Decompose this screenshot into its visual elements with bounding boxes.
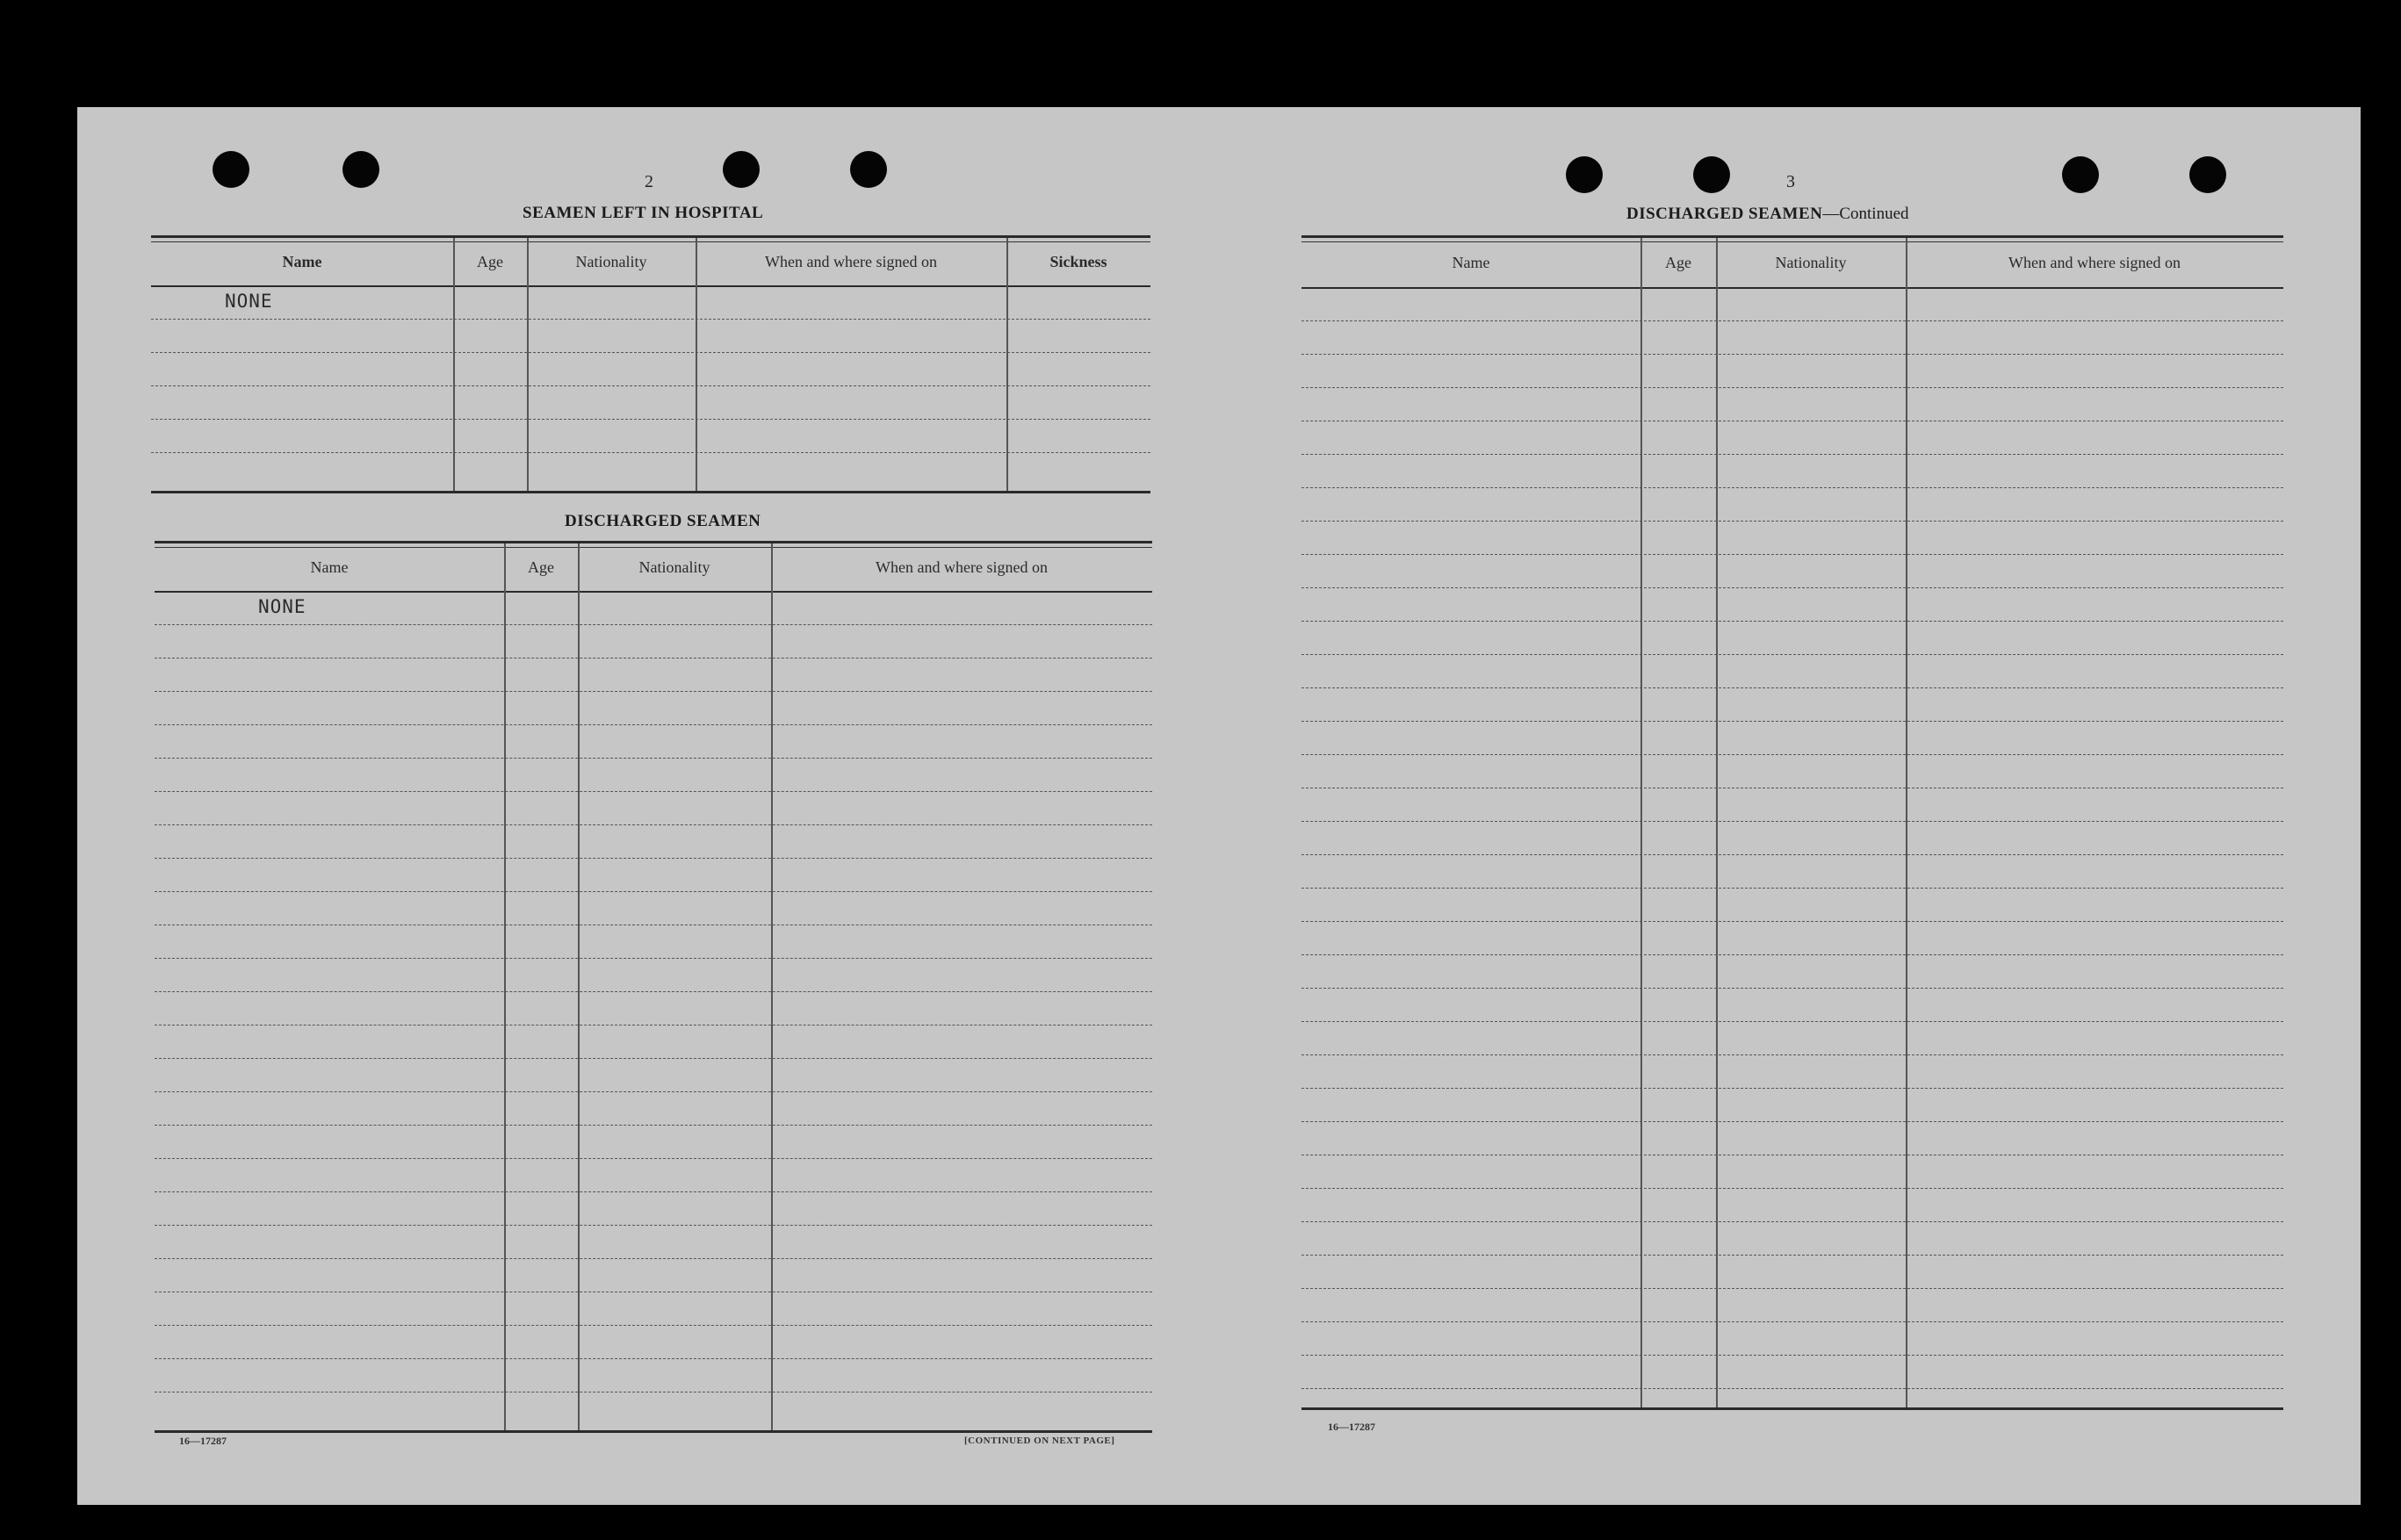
- column-header-name: Name: [310, 558, 349, 576]
- page-number: 2: [645, 172, 653, 191]
- column-header-age: Age: [528, 558, 554, 576]
- table-header: [1301, 238, 2283, 289]
- column-header-name: Name: [282, 252, 322, 270]
- column-header-signed-on: When and where signed on: [876, 558, 1048, 576]
- continued-note: [CONTINUED ON NEXT PAGE]: [964, 1436, 1115, 1446]
- discharged-table: [155, 541, 1152, 1433]
- page-number: 3: [1786, 172, 1795, 191]
- binder-hole: [1566, 156, 1603, 193]
- table-header: [151, 238, 1150, 287]
- binder-hole: [342, 151, 379, 188]
- column-header-age: Age: [1665, 253, 1691, 271]
- document-sheet: [77, 107, 2361, 1505]
- column-header-nationality: Nationality: [1775, 253, 1847, 271]
- column-header-name: Name: [1452, 253, 1490, 271]
- hospital-entry-text: NONE: [225, 291, 273, 312]
- binder-hole: [850, 151, 887, 188]
- section-title-discharged-continued: [1626, 205, 1909, 224]
- section-title-discharged: DISCHARGED SEAMEN: [565, 512, 761, 530]
- section-title-suffix: —Continued: [1822, 205, 1909, 223]
- column-header-nationality: Nationality: [638, 558, 710, 576]
- column-header-sickness: Sickness: [1049, 252, 1107, 270]
- form-code: 16—17287: [179, 1435, 227, 1447]
- binder-hole: [2189, 156, 2226, 193]
- column-header-signed-on: When and where signed on: [2008, 253, 2181, 271]
- section-title-text: DISCHARGED SEAMEN: [1626, 205, 1823, 223]
- binder-hole: [1693, 156, 1730, 193]
- section-title-hospital: SEAMEN LEFT IN HOSPITAL: [523, 204, 764, 222]
- discharged-entry-text: NONE: [258, 596, 306, 617]
- hospital-table: [151, 235, 1150, 493]
- column-header-nationality: Nationality: [575, 252, 647, 270]
- table-header: [155, 543, 1152, 593]
- column-header-signed-on: When and where signed on: [765, 252, 937, 270]
- binder-hole: [2062, 156, 2099, 193]
- form-code: 16—17287: [1328, 1421, 1375, 1433]
- column-header-age: Age: [477, 252, 503, 270]
- binder-hole: [213, 151, 249, 188]
- binder-hole: [723, 151, 760, 188]
- discharged-continued-table: [1301, 235, 2283, 1410]
